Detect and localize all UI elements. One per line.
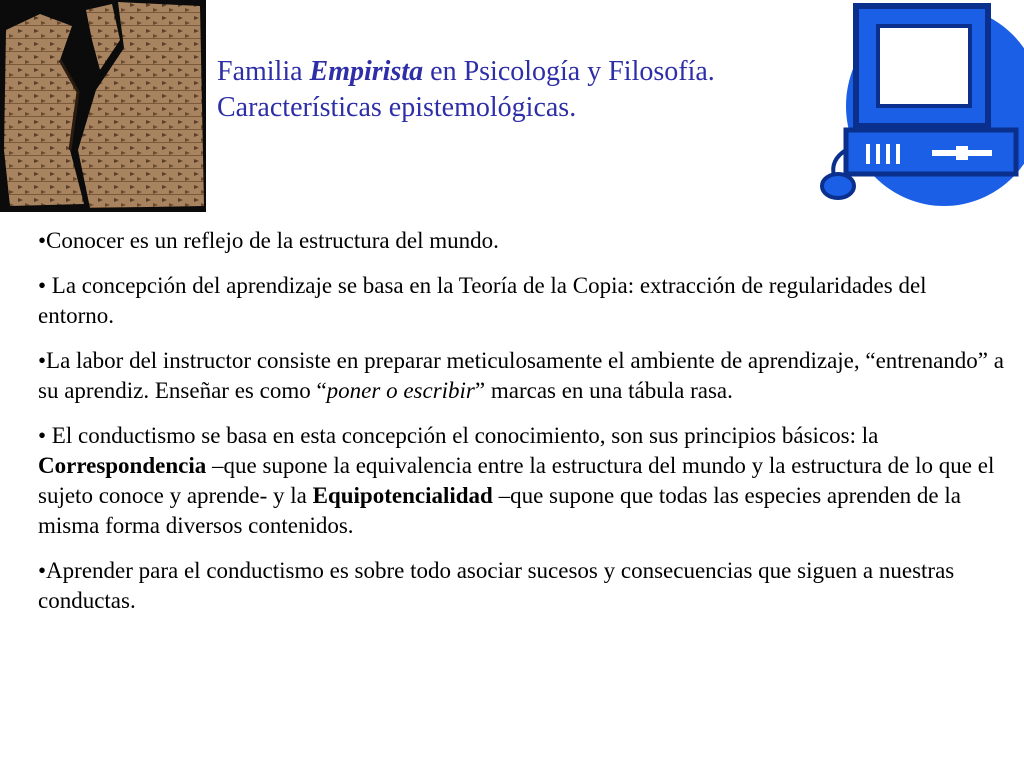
title-emphasis: Empirista: [309, 56, 424, 87]
bullet-2: • La concepción del aprendizaje se basa en la Teoría de la Copia: extracción de regularidades del entorno.: [38, 273, 927, 328]
term-equipotencialidad: Equipotencialidad: [312, 483, 493, 508]
computer-clipart-illustration: [816, 0, 1024, 212]
term-correspondencia: Correspondencia: [38, 453, 207, 478]
bullet-4: • El conductismo se basa en esta concepción el conocimiento, son sus principios básicos: la Correspondencia –que supone la equivalencia entre la estructura del mundo y la estructura de lo que el sujeto conoce y aprende- y la Equipotencialidad –que supone que todas las especies aprenden de la misma forma diversos contenidos.: [38, 423, 995, 538]
computer-icon: [816, 0, 1024, 212]
slide-content: [38, 226, 1008, 631]
title-line-1: Familia Empirista en Psicología y Filosofía.: [217, 56, 715, 87]
bullet-3: •La labor del instructor consiste en preparar meticulosamente el ambiente de aprendizaje, “entrenando” a su aprendiz. Enseñar es como “poner o escribir” marcas en una tábula rasa.: [38, 348, 1004, 403]
bullet-1: •Conocer es un reflejo de la estructura del mundo.: [38, 228, 499, 253]
slide-title: [217, 54, 857, 126]
bullet-5: •Aprender para el conductismo es sobre todo asociar sucesos y consecuencias que siguen a nuestras conductas.: [38, 558, 955, 613]
emphasis-poner-o-escribir: poner o escribir: [326, 378, 475, 403]
cuneiform-tablet-image: [0, 0, 206, 212]
title-line-2: Características epistemológicas.: [217, 92, 577, 123]
cuneiform-tablet-illustration: [0, 0, 206, 212]
